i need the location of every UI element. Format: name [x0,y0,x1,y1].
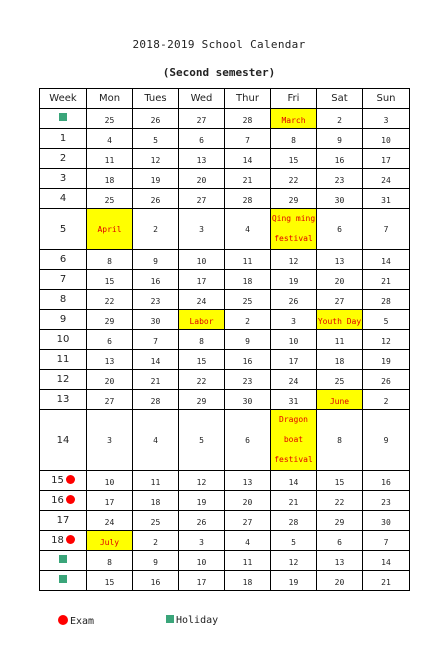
week-number: 13 [40,390,87,410]
day-cell: 16 [317,149,363,169]
week-number: 7 [40,270,87,290]
week-row [40,189,410,209]
day-cell: 18 [133,491,179,511]
day-cell: 2 [225,310,271,330]
day-cell: 25 [87,109,133,129]
day-cell: 4 [225,531,271,551]
day-cell: 15 [179,350,225,370]
day-cell: 13 [179,149,225,169]
day-cell: 15 [87,270,133,290]
day-cell: 22 [87,290,133,310]
day-cell: 7 [363,531,410,551]
day-cell: 25 [87,189,133,209]
holiday-square-icon [59,555,67,563]
day-cell: 20 [179,169,225,189]
day-cell: 24 [271,370,317,390]
week-row [40,270,410,290]
day-cell: 21 [363,270,410,290]
day-cell: 31 [271,390,317,410]
week-row [40,410,410,471]
day-cell: 9 [225,330,271,350]
day-cell: 17 [179,270,225,290]
day-cell: 19 [179,491,225,511]
day-cell: 11 [225,250,271,270]
day-cell: 2 [317,109,363,129]
day-cell: 30 [363,511,410,531]
week-number: 3 [40,169,87,189]
day-cell: 27 [317,290,363,310]
day-cell: 27 [87,390,133,410]
day-cell: 15 [271,149,317,169]
day-cell: 31 [363,189,410,209]
week-number [40,551,87,571]
week-number: 10 [40,330,87,350]
week-number: 16 [40,491,87,511]
week-number [40,109,87,129]
column-header: Thur [225,89,271,109]
day-cell: 10 [179,551,225,571]
day-cell: 18 [317,350,363,370]
day-cell: 11 [317,330,363,350]
day-cell: 4 [133,410,179,471]
day-cell: 10 [87,471,133,491]
day-cell: 14 [363,551,410,571]
day-cell: 2 [133,209,179,250]
day-cell: 19 [133,169,179,189]
day-cell: 8 [179,330,225,350]
week-number: 15 [40,471,87,491]
day-cell: 22 [317,491,363,511]
day-cell: 3 [271,310,317,330]
week-row [40,390,410,410]
day-cell: 7 [363,209,410,250]
day-cell: 15 [317,471,363,491]
day-cell: 13 [317,250,363,270]
day-cell: April [87,209,133,250]
week-row [40,571,410,591]
day-cell: 20 [317,270,363,290]
day-cell: 16 [133,270,179,290]
week-row [40,109,410,129]
day-cell: 22 [271,169,317,189]
week-row [40,310,410,330]
day-cell: 10 [179,250,225,270]
day-cell: 28 [133,390,179,410]
week-row [40,370,410,390]
day-cell: March [271,109,317,129]
column-header: Week [40,89,87,109]
day-cell: 30 [225,390,271,410]
day-cell: 10 [271,330,317,350]
day-cell: 26 [133,109,179,129]
week-number: 4 [40,189,87,209]
day-cell: 24 [363,169,410,189]
week-number: 2 [40,149,87,169]
week-row [40,350,410,370]
week-row [40,511,410,531]
day-cell: 12 [271,551,317,571]
day-cell: 29 [179,390,225,410]
day-cell: 15 [87,571,133,591]
day-cell: 28 [225,109,271,129]
day-cell: 14 [271,471,317,491]
day-cell: 12 [271,250,317,270]
holiday-square-icon [166,615,174,623]
day-cell: 18 [87,169,133,189]
legend-holiday: Holiday [166,615,218,626]
day-cell: 9 [133,250,179,270]
week-row [40,169,410,189]
day-cell: 8 [317,410,363,471]
day-cell: 28 [225,189,271,209]
day-cell: 28 [271,511,317,531]
day-cell: 8 [271,129,317,149]
day-cell: 17 [271,350,317,370]
legend-exam: Exam [58,615,94,627]
day-cell: 22 [179,370,225,390]
day-cell: 21 [133,370,179,390]
holiday-square-icon [59,575,67,583]
day-cell: 29 [271,189,317,209]
day-cell: 4 [87,129,133,149]
day-cell: 19 [363,350,410,370]
week-row [40,129,410,149]
day-cell: 11 [225,551,271,571]
day-cell: 16 [133,571,179,591]
week-number: 8 [40,290,87,310]
day-cell: 10 [363,129,410,149]
day-cell: 7 [133,330,179,350]
day-cell: 23 [317,169,363,189]
calendar-table [39,88,410,591]
day-cell: Qing ming festival [271,209,317,250]
day-cell: 12 [179,471,225,491]
calendar-title: 2018-2019 School Calendar [132,38,306,51]
day-cell: 20 [87,370,133,390]
day-cell: 14 [133,350,179,370]
day-cell: 17 [179,571,225,591]
week-row [40,551,410,571]
day-cell: 5 [271,531,317,551]
day-cell: June [317,390,363,410]
week-number: 9 [40,310,87,330]
day-cell: 19 [271,270,317,290]
day-cell: 27 [179,189,225,209]
column-header: Wed [179,89,225,109]
day-cell: 28 [363,290,410,310]
day-cell: 9 [363,410,410,471]
week-row [40,330,410,350]
week-number: 11 [40,350,87,370]
day-cell: 5 [133,129,179,149]
day-cell: 25 [225,290,271,310]
column-header: Sun [363,89,410,109]
day-cell: Youth Day [317,310,363,330]
week-number: 14 [40,410,87,471]
day-cell: July [87,531,133,551]
day-cell: 6 [225,410,271,471]
week-row [40,290,410,310]
day-cell: 26 [179,511,225,531]
day-cell: 5 [179,410,225,471]
day-cell: 17 [87,491,133,511]
day-cell: Labor [179,310,225,330]
day-cell: 21 [363,571,410,591]
day-cell: 27 [225,511,271,531]
day-cell: 11 [133,471,179,491]
week-number: 6 [40,250,87,270]
day-cell: 3 [363,109,410,129]
day-cell: 24 [179,290,225,310]
week-number: 12 [40,370,87,390]
day-cell: 6 [179,129,225,149]
day-cell: 26 [133,189,179,209]
day-cell: 25 [317,370,363,390]
day-cell: 3 [179,209,225,250]
day-cell: 8 [87,250,133,270]
week-row [40,531,410,551]
day-cell: 12 [363,330,410,350]
week-number [40,571,87,591]
calendar-subtitle: (Second semester) [162,66,276,79]
week-row [40,149,410,169]
day-cell: 7 [225,129,271,149]
header-row [40,89,410,109]
day-cell: 21 [271,491,317,511]
week-number: 17 [40,511,87,531]
day-cell: 27 [179,109,225,129]
day-cell: 13 [317,551,363,571]
day-cell: 16 [225,350,271,370]
day-cell: 2 [133,531,179,551]
exam-dot-icon [58,615,68,625]
week-row [40,209,410,250]
week-number: 18 [40,531,87,551]
day-cell: 30 [133,310,179,330]
day-cell: 5 [363,310,410,330]
day-cell: 29 [317,511,363,531]
day-cell: 11 [87,149,133,169]
day-cell: Dragon boat festival [271,410,317,471]
week-number: 1 [40,129,87,149]
day-cell: 18 [225,571,271,591]
day-cell: 20 [225,491,271,511]
day-cell: 23 [133,290,179,310]
column-header: Sat [317,89,363,109]
day-cell: 4 [225,209,271,250]
week-row [40,471,410,491]
exam-dot-icon [66,535,75,544]
day-cell: 8 [87,551,133,571]
column-header: Tues [133,89,179,109]
day-cell: 30 [317,189,363,209]
day-cell: 13 [87,350,133,370]
day-cell: 18 [225,270,271,290]
day-cell: 3 [87,410,133,471]
column-header: Mon [87,89,133,109]
day-cell: 12 [133,149,179,169]
exam-dot-icon [66,495,75,504]
day-cell: 13 [225,471,271,491]
day-cell: 26 [271,290,317,310]
day-cell: 21 [225,169,271,189]
day-cell: 23 [225,370,271,390]
day-cell: 14 [363,250,410,270]
day-cell: 14 [225,149,271,169]
day-cell: 26 [363,370,410,390]
week-number: 5 [40,209,87,250]
day-cell: 25 [133,511,179,531]
holiday-square-icon [59,113,67,121]
week-row [40,491,410,511]
day-cell: 2 [363,390,410,410]
day-cell: 29 [87,310,133,330]
day-cell: 6 [317,531,363,551]
week-row [40,250,410,270]
day-cell: 24 [87,511,133,531]
column-header: Fri [271,89,317,109]
day-cell: 17 [363,149,410,169]
day-cell: 9 [133,551,179,571]
day-cell: 20 [317,571,363,591]
day-cell: 23 [363,491,410,511]
day-cell: 6 [317,209,363,250]
day-cell: 3 [179,531,225,551]
day-cell: 16 [363,471,410,491]
day-cell: 6 [87,330,133,350]
day-cell: 9 [317,129,363,149]
day-cell: 19 [271,571,317,591]
exam-dot-icon [66,475,75,484]
